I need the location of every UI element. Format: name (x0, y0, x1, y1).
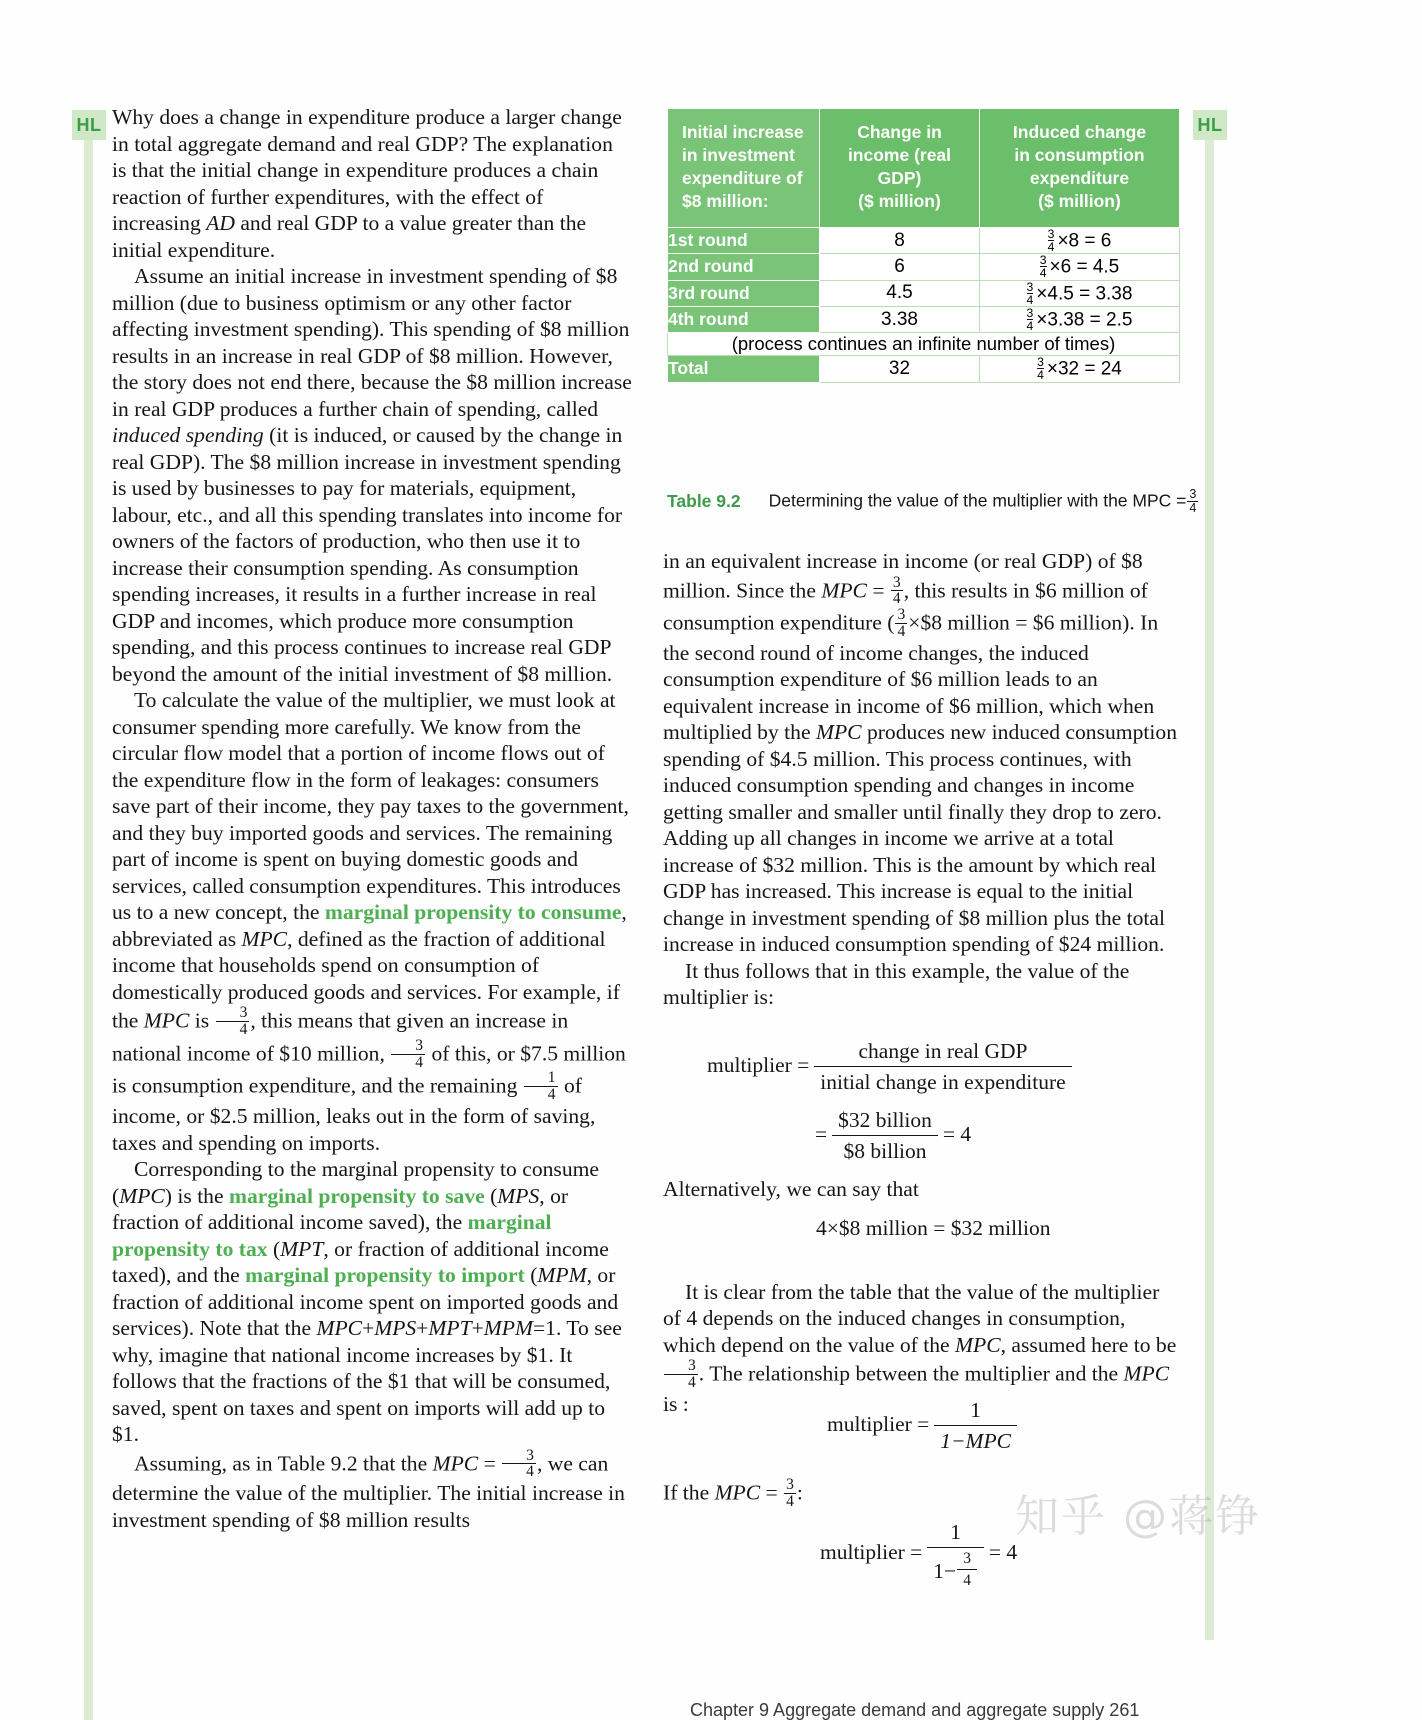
table-caption-text: Determining the value of the multiplier with the MPC = (768, 490, 1187, 511)
header-line: ($ million) (1038, 191, 1121, 211)
equation-multiplier-result (820, 1520, 1017, 1589)
cell-change-in-income: 4.5 (820, 280, 980, 306)
inline-fraction: $\frac{1}{4}$ (524, 1070, 558, 1103)
table-header-row (668, 109, 1180, 228)
table-note-row (668, 333, 1180, 356)
italic-term: MPC (119, 1183, 165, 1208)
header-line: $8 million: (682, 191, 769, 211)
eq4-fraction: $\frac{1}{\text{1−MPC}}$ (934, 1398, 1017, 1454)
table-caption-fraction: $\frac{3}{4}$ (1189, 487, 1197, 515)
cell-total-income: 32 (820, 356, 980, 382)
italic-term: MPC (815, 720, 862, 745)
hl-rule-right (1205, 140, 1214, 1640)
cell-total-induced: $\frac{3}{4}$ ×32 = 24 (980, 356, 1180, 382)
header-line: expenditure of (682, 168, 803, 188)
italic-term: MPT (428, 1316, 472, 1341)
eq1-fraction: $\frac{\text{change in real GDP}}{\text{initial change in expenditure}}$ (814, 1039, 1071, 1095)
inline-fraction: $\frac{3}{4}$ (664, 1358, 698, 1391)
cell-induced-change: $\frac{3}{4}$ ×3.38 = 2.5 (980, 306, 1180, 332)
if-mpc-line (663, 1477, 803, 1510)
eq4-lhs: multiplier = (827, 1411, 930, 1436)
table-row (668, 306, 1180, 332)
equation-multiplier-mpc-formula (827, 1398, 1022, 1454)
paragraph: Assume an initial increase in investment spending of $8 million (due to business optimism or any other factor affecting investment spending). This spending of $8 million results in an increase in real GDP of $8 million. However, the story does not end there, because the $8 million increase in real GDP produces a further chain of spending, called induced spending (it is induced, or caused by the change in real GDP). The $8 million increase in investment spending is used by businesses to pay for materials, equipment, labour, etc., and all this spending translates into income for owners of the factors of production, who then use it to increase their consumption spending. As consumption spending increases, it results in a further increase in real GDP and incomes, which produce more consumption spending, and this process continues to increase real GDP beyond the amount of the initial investment of $8 million. (112, 264, 632, 686)
paragraph: Corresponding to the marginal propensity to consume (MPC) is the marginal propensity to save (MPS, or fraction of additional income saved), the marginal propensity to tax (MPT, or fraction of additional income taxed), and the marginal propensity to import (MPM, or fraction of additional income spent on imported goods and services). Note that the MPC+MPS+MPT+MPM=1. To see why, imagine that national income increases by $1. It follows that the fractions of the $1 that will be consumed, saved, spent on taxes and spent on imports will add up to $1. (112, 1157, 622, 1447)
cell-change-in-income: 3.38 (820, 306, 980, 332)
cell-fraction: $\frac{3}{4}$ (1047, 227, 1055, 255)
header-line: income (real (847, 145, 952, 165)
eq1-lhs: multiplier = (707, 1052, 810, 1077)
eq5-mpc: MPC (714, 1480, 761, 1505)
hl-badge-right: HL (1193, 110, 1227, 140)
eq2-rhs: = 4 (942, 1121, 972, 1146)
header-line: Induced change (1012, 122, 1147, 142)
inline-fraction: $\frac{3}{4}$ (391, 1038, 425, 1071)
equation-multiplier-value (815, 1108, 971, 1164)
italic-term: MPT (280, 1236, 324, 1261)
italic-term: MPC (955, 1332, 1001, 1357)
cell-change-in-income: 8 (820, 228, 980, 254)
hl-badge-left: HL (72, 110, 106, 140)
inline-fraction: $\frac{3}{4}$ (892, 573, 901, 608)
eq2-fraction: $\frac{\text{\$32 billion}}{\text{\$8 billion}}$ (832, 1108, 938, 1164)
key-term: marginal propensity to save (228, 1183, 485, 1208)
italic-term: MPC (143, 1008, 190, 1033)
eq6-inner-fraction: $\frac{3}{4}$ (957, 1551, 977, 1589)
table-total-row (668, 356, 1180, 382)
table-caption-label: Table 9.2 (667, 490, 741, 511)
paragraph: To calculate the value of the multiplier, we must look at consumer spending more carefully. We know from the circular flow model that a portion of income flows out of the expenditure flow in the form of leakages: consumers save part of their income, they pay taxes to the government, and they buy imported goods and services. The remaining part of income is spent on buying domestic goods and services, called consumption expenditures. This introduces us to a new concept, the marginal propensity to consume, abbreviated as MPC, defined as the fraction of additional income that households spend on consumption of domestically produced goods and services. For example, if the MPC is $\frac{3}{4}$ , this means that given an increase in national income of $10 million, $\frac{3}{4}$ of this, or $7.5 million is consumption expenditure, and the remaining $\frac{1}{4}$ of income, or $2.5 million, leaks out in the form of saving, taxes and spending on imports. (112, 688, 629, 1155)
eq6-denominator: 1− $\frac{3}{4}$ (927, 1547, 984, 1589)
header-line: Initial increase (682, 122, 804, 142)
watermark: 知乎 @蒋铮 (1015, 1491, 1261, 1542)
table-9-2 (667, 108, 1180, 383)
eq6-lhs: multiplier = (820, 1540, 923, 1565)
header-line: GDP) (877, 168, 922, 188)
equation-four-times-eight: 4×$8 million = $32 million (816, 1216, 1051, 1240)
column-header-induced-change (980, 109, 1180, 228)
right-text-column (663, 548, 1181, 1418)
italic-term: MPS (374, 1316, 417, 1341)
cell-induced-change: $\frac{3}{4}$ ×8 = 6 (980, 228, 1180, 254)
eq5-colon: : (796, 1480, 803, 1505)
column-header-initial-increase (668, 109, 820, 228)
paragraph: Assuming, as in Table 9.2 that the MPC = $\frac{3}{4}$ , we can determine the value of the multiplier. The initial increase in investment spending of $8 million results (112, 1446, 625, 1532)
eq2-lhs: = (815, 1121, 828, 1146)
cell-fraction: $\frac{3}{4}$ (1026, 279, 1034, 307)
header-line: Change in (857, 122, 942, 142)
page-footer: Chapter 9 Aggregate demand and aggregate supply 261 (690, 1700, 1140, 1720)
cell-fraction: $\frac{3}{4}$ (1039, 253, 1047, 281)
table-9-2-wrapper (667, 108, 1179, 383)
paragraph: It thus follows that in this example, the value of the multiplier is: (663, 958, 1130, 1010)
table-caption (667, 488, 1207, 515)
row-label: 3rd round (668, 280, 820, 306)
italic-term: MPC (821, 577, 867, 602)
key-term: marginal propensity to import (245, 1263, 525, 1288)
alternatively-text: Alternatively, we can say that (663, 1177, 919, 1201)
table-head (668, 109, 1180, 228)
row-label: 4th round (668, 306, 820, 332)
left-text-column (112, 104, 632, 1533)
table-row (668, 228, 1180, 254)
italic-term: MPC (316, 1316, 363, 1341)
equation-multiplier-definition (707, 1039, 1077, 1095)
row-label: 1st round (668, 228, 820, 254)
italic-term: MPC (1123, 1361, 1170, 1386)
italic-term: MPM (483, 1316, 533, 1341)
eq5-prefix: If the (663, 1480, 715, 1505)
paragraph: Why does a change in expenditure produce a larger change in total aggregate demand and real GDP? The explanation is that the initial change in expenditure produces a chain reaction of further expenditures, with the effect of increasing AD and real GDP to a value greater than the initial expenditure. (112, 105, 622, 262)
table-row (668, 254, 1180, 280)
italic-term: AD (206, 211, 235, 235)
table-note-cell: (process continues an infinite number of times) (668, 333, 1180, 356)
table-row (668, 280, 1180, 306)
inline-fraction: $\frac{3}{4}$ (216, 1005, 250, 1038)
inline-fraction: $\frac{3}{4}$ (502, 1448, 536, 1481)
cell-induced-change: $\frac{3}{4}$ ×6 = 4.5 (980, 254, 1180, 280)
inline-fraction: $\frac{3}{4}$ (897, 606, 906, 641)
italic-term: MPS (497, 1183, 540, 1208)
eq6-fraction: 1 1− $\frac{3}{4}$ (927, 1520, 984, 1589)
hl-rule-left (84, 140, 93, 1720)
italic-term: induced spending (112, 423, 264, 447)
eq6-rhs: = 4 (988, 1540, 1018, 1565)
italic-term: MPC (241, 926, 288, 951)
header-line: in consumption (1014, 145, 1145, 165)
closing-paragraph: It is clear from the table that the value of the multiplier of 4 depends on the induced changes in consumption, which depend on the value of the MPC, assumed here to be $\frac{3}{4}$ . The relationship between the multiplier and the MPC is : (663, 1279, 1177, 1417)
header-line: expenditure (1029, 168, 1130, 188)
cell-change-in-income: 6 (820, 254, 980, 280)
cell-fraction: $\frac{3}{4}$ (1037, 355, 1044, 383)
eq5-fraction: $\frac{3}{4}$ (786, 1476, 794, 1510)
column-header-change-in-income (820, 109, 980, 228)
table-body (668, 228, 1180, 383)
header-line: ($ million) (858, 191, 941, 211)
key-term: marginal propensity to tax (112, 1210, 552, 1261)
cell-fraction: $\frac{3}{4}$ (1026, 305, 1034, 334)
eq5-equals: = (760, 1480, 784, 1505)
row-label: 2nd round (668, 254, 820, 280)
key-term: marginal propensity to consume (324, 900, 622, 924)
header-line: in investment (682, 145, 795, 165)
row-label-total: Total (668, 356, 820, 382)
italic-term: MPC (432, 1450, 479, 1475)
cell-induced-change: $\frac{3}{4}$ ×4.5 = 3.38 (980, 280, 1180, 306)
paragraph: in an equivalent increase in income (or real GDP) of $8 million. Since the MPC = $\frac{3}{4}$ , this results in $6 million of consumption expenditure ( $\frac{3}{4}$ ×$8 million = $6 million). In the second round of income changes, the induced consumption expenditure of $6 million leads to an equivalent increase in income of $6 million, which when multiplied by the MPC produces new induced consumption spending of $4.5 million. This process continues, with induced consumption spending and changes in income getting smaller and smaller until finally they drop to zero. Adding up all changes in income we arrive at a total increase of $32 million. This is the amount by which real GDP has increased. This increase is equal to the initial change in investment spending of $8 million plus the total increase in induced consumption spending of $24 million. (663, 549, 1177, 957)
italic-term: MPM (537, 1263, 587, 1288)
